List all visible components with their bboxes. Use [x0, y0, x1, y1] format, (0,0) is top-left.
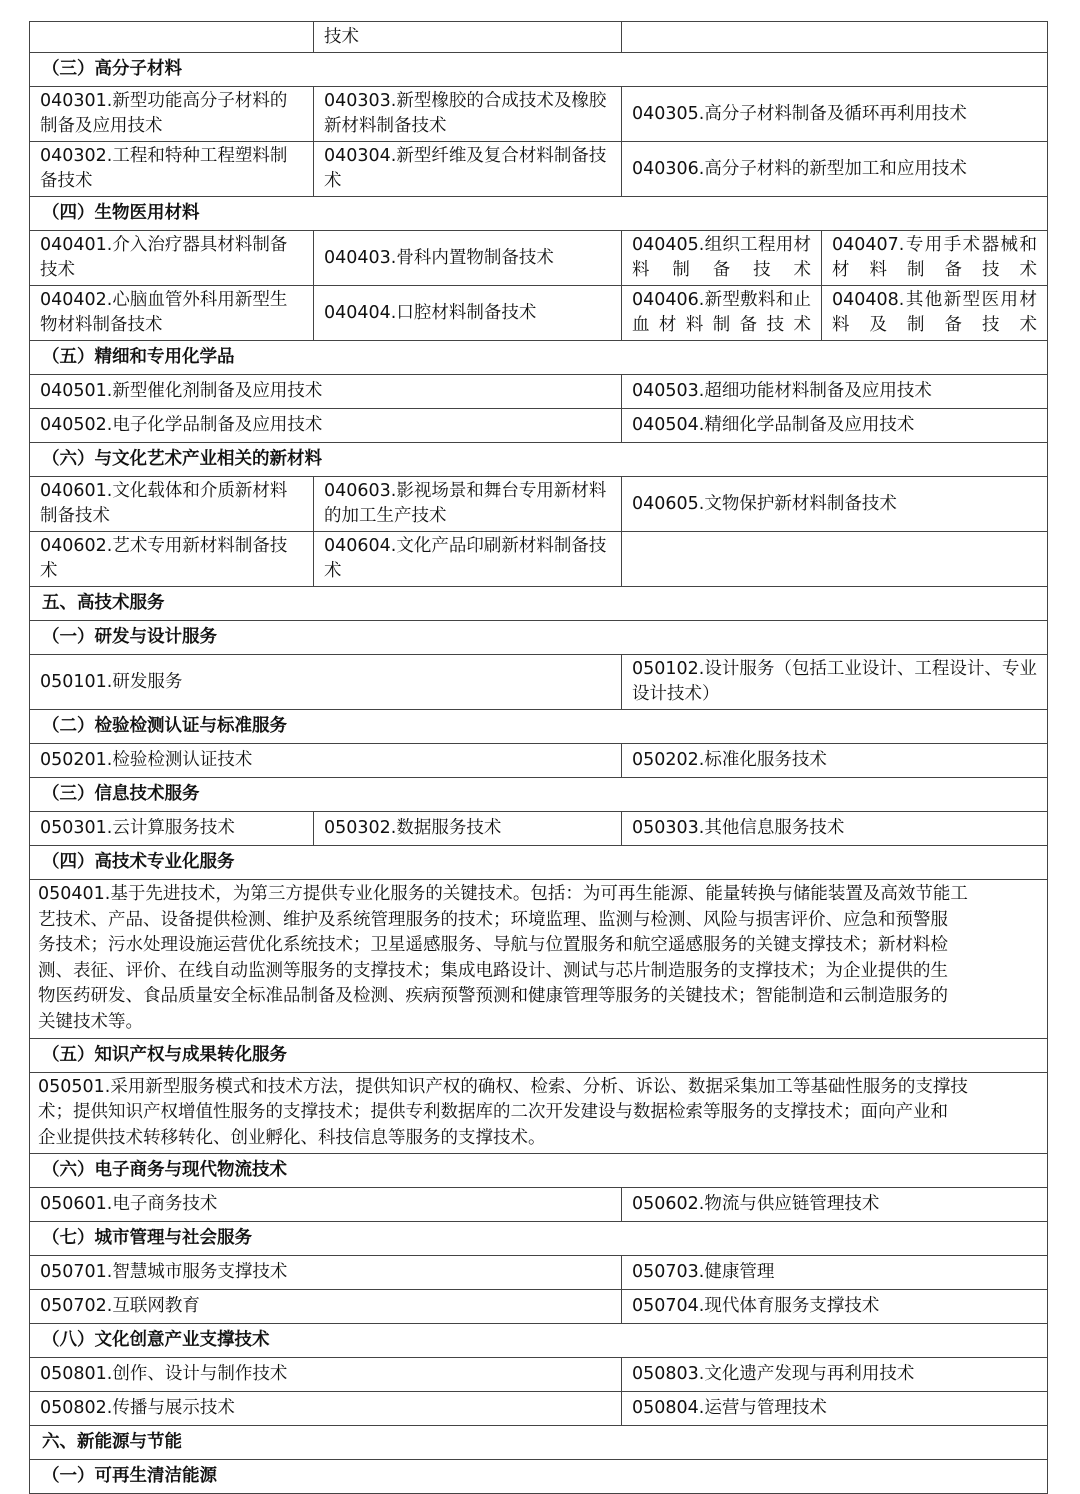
table-cell: 040504.精细化学品制备及应用技术 — [622, 409, 1048, 443]
chapter-heading-row — [30, 587, 1048, 621]
paragraph-line: 企业提供技术转移转化、创业孵化、科技信息等服务的支撑技术。 — [38, 1127, 546, 1148]
table-cell: 040406.新型敷料和止血材料制备技术 — [622, 286, 822, 341]
paragraph-line: 测、表征、评价、在线自动监测等服务的支撑技术；集成电路设计、测试与芯片制造服务的支撑技术；为企业提供的生 — [38, 960, 948, 981]
section-heading: （五）精细和专用化学品 — [30, 341, 1048, 375]
table-cell: 040402.心脑血管外科用新型生物材料制备技术 — [30, 286, 314, 341]
table-cell: 040501.新型催化剂制备及应用技术 — [30, 375, 622, 409]
table-cell: 050802.传播与展示技术 — [30, 1392, 622, 1426]
paragraph-line: 050501.采用新型服务模式和技术方法，提供知识产权的确权、检索、分析、诉讼、数据采集加工等基础性服务的支撑技 — [38, 1076, 968, 1097]
table-row — [30, 286, 1048, 341]
table-cell: 040605.文物保护新材料制备技术 — [622, 477, 1048, 532]
table-cell: 040405.组织工程用材料制备技术 — [622, 231, 822, 286]
table-cell — [622, 22, 1048, 53]
table-cell: 040302.工程和特种工程塑料制备技术 — [30, 142, 314, 197]
table-cell: 050601.电子商务技术 — [30, 1188, 622, 1222]
table-cell: 040407.专用手术器械和材料制备技术 — [822, 231, 1048, 286]
table-row — [30, 744, 1048, 778]
table-row — [30, 142, 1048, 197]
section-heading: （五）知识产权与成果转化服务 — [30, 1038, 1048, 1072]
paragraph-line: 050401.基于先进技术，为第三方提供专业化服务的关键技术。包括：为可再生能源、能量转换与储能装置及高效节能工 — [38, 884, 968, 904]
table-cell: 050602.物流与供应链管理技术 — [622, 1188, 1048, 1222]
table-cell: 040602.艺术专用新材料制备技术 — [30, 532, 314, 587]
table-cell: 050804.运营与管理技术 — [622, 1392, 1048, 1426]
section-heading-row — [30, 341, 1048, 375]
table-row — [30, 1358, 1048, 1392]
table-row — [30, 375, 1048, 409]
table-row — [30, 1072, 1048, 1154]
table-cell: 050301.云计算服务技术 — [30, 812, 314, 846]
section-heading-row — [30, 53, 1048, 87]
table-cell: 040401.介入治疗器具材料制备技术 — [30, 231, 314, 286]
section-heading: （三）高分子材料 — [30, 53, 1048, 87]
paragraph-cell — [30, 1072, 1048, 1154]
table-cell: 040404.口腔材料制备技术 — [314, 286, 622, 341]
table-cell: 040503.超细功能材料制备及应用技术 — [622, 375, 1048, 409]
section-heading: （七）城市管理与社会服务 — [30, 1222, 1048, 1256]
table-cell — [622, 532, 1048, 587]
table-cell: 050803.文化遗产发现与再利用技术 — [622, 1358, 1048, 1392]
table-row — [30, 1392, 1048, 1426]
table-row — [30, 812, 1048, 846]
section-heading: （三）信息技术服务 — [30, 778, 1048, 812]
table-cell: 040301.新型功能高分子材料的制备及应用技术 — [30, 87, 314, 142]
section-heading: （六）与文化艺术产业相关的新材料 — [30, 443, 1048, 477]
paragraph-line: 物医药研发、食品质量安全标准品制备及检测、疾病预警预测和健康管理等服务的关键技术；智能制造和云制造服务的 — [38, 986, 948, 1007]
table-cell: 040502.电子化学品制备及应用技术 — [30, 409, 622, 443]
section-heading-row — [30, 1154, 1048, 1188]
table-cell: 050201.检验检测认证技术 — [30, 744, 622, 778]
table-row — [30, 22, 1048, 53]
table-cell: 040304.新型纤维及复合材料制备技术 — [314, 142, 622, 197]
table-cell: 050202.标准化服务技术 — [622, 744, 1048, 778]
section-heading: （一）研发与设计服务 — [30, 621, 1048, 655]
section-heading-row — [30, 621, 1048, 655]
section-heading-row — [30, 1324, 1048, 1358]
table-row — [30, 655, 1048, 710]
chapter-heading-row — [30, 1426, 1048, 1460]
table-cell: 050101.研发服务 — [30, 655, 622, 710]
chapter-heading: 五、高技术服务 — [30, 587, 1048, 621]
section-heading: （八）文化创意产业支撑技术 — [30, 1324, 1048, 1358]
table-cell: 040303.新型橡胶的合成技术及橡胶新材料制备技术 — [314, 87, 622, 142]
section-heading-row — [30, 710, 1048, 744]
table-row — [30, 532, 1048, 587]
table-cell: 040603.影视场景和舞台专用新材料的加工生产技术 — [314, 477, 622, 532]
table-row — [30, 409, 1048, 443]
section-heading: （一）可再生清洁能源 — [30, 1460, 1048, 1494]
table-cell: 050704.现代体育服务支撑技术 — [622, 1290, 1048, 1324]
table-row — [30, 477, 1048, 532]
section-heading: （二）检验检测认证与标准服务 — [30, 710, 1048, 744]
section-heading-row — [30, 443, 1048, 477]
paragraph-line: 艺技术、产品、设备提供检测、维护及系统管理服务的技术；环境监理、监测与检测、风险与损害评价、应急和预警服 — [38, 909, 948, 930]
table-row — [30, 1256, 1048, 1290]
section-heading-row — [30, 778, 1048, 812]
section-heading-row — [30, 1222, 1048, 1256]
table-cell: 040604.文化产品印刷新材料制备技术 — [314, 532, 622, 587]
table-cell: 050702.互联网教育 — [30, 1290, 622, 1324]
section-heading-row — [30, 1460, 1048, 1494]
table-cell: 050701.智慧城市服务支撑技术 — [30, 1256, 622, 1290]
paragraph-line: 关键技术等。 — [38, 1011, 143, 1032]
table-cell: 040306.高分子材料的新型加工和应用技术 — [622, 142, 1048, 197]
table-cell: 050703.健康管理 — [622, 1256, 1048, 1290]
table-row — [30, 880, 1048, 1039]
table-cell: 技术 — [314, 22, 622, 53]
paragraph-line: 务技术；污水处理设施运营优化系统技术；卫星遥感服务、导航与位置服务和航空遥感服务的关键支撑技术；新材料检 — [38, 935, 948, 956]
table-cell: 040305.高分子材料制备及循环再利用技术 — [622, 87, 1048, 142]
table-cell: 050303.其他信息服务技术 — [622, 812, 1048, 846]
paragraph-cell — [30, 880, 1048, 1039]
table-cell: 040408.其他新型医用材料及制备技术 — [822, 286, 1048, 341]
table-row — [30, 231, 1048, 286]
table-row — [30, 1188, 1048, 1222]
section-heading-row — [30, 197, 1048, 231]
table-cell: 040601.文化载体和介质新材料制备技术 — [30, 477, 314, 532]
table-row — [30, 87, 1048, 142]
table-cell: 040403.骨科内置物制备技术 — [314, 231, 622, 286]
catalog-table — [29, 21, 1048, 1494]
table-cell: 050102.设计服务（包括工业设计、工程设计、专业设计技术） — [622, 655, 1048, 710]
section-heading: （六）电子商务与现代物流技术 — [30, 1154, 1048, 1188]
section-heading: （四）生物医用材料 — [30, 197, 1048, 231]
section-heading-row — [30, 846, 1048, 880]
table-cell: 050302.数据服务技术 — [314, 812, 622, 846]
paragraph-line: 术；提供知识产权增值性服务的支撑技术；提供专利数据库的二次开发建设与数据检索等服务的支撑技术；面向产业和 — [38, 1102, 948, 1123]
chapter-heading: 六、新能源与节能 — [30, 1426, 1048, 1460]
table-row — [30, 1290, 1048, 1324]
section-heading-row — [30, 1038, 1048, 1072]
section-heading: （四）高技术专业化服务 — [30, 846, 1048, 880]
table-cell: 050801.创作、设计与制作技术 — [30, 1358, 622, 1392]
